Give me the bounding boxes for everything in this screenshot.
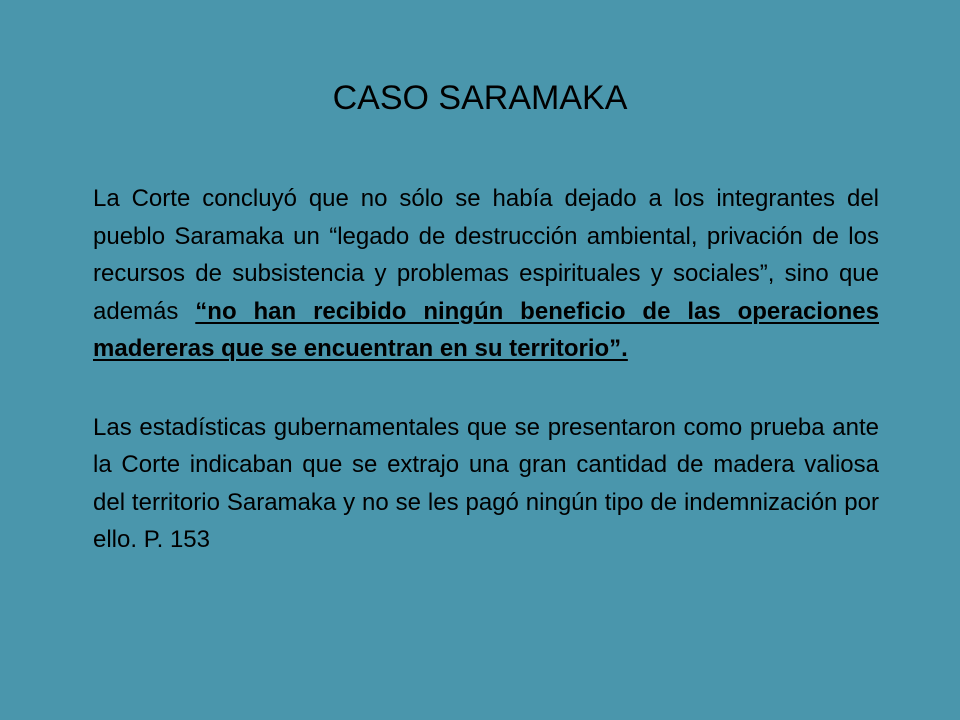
paragraph-court-conclusion-text: La Corte concluyó que no sólo se había dejado a los integrantes del pueblo Saramaka un “legado de destrucción ambiental, privación de los recursos de subsistencia y problemas espirituales y sociales”, sino que además: [93, 185, 879, 325]
paragraph-government-statistics: Las estadísticas gubernamentales que se presentaron como prueba ante la Corte indicaban que se extrajo una gran cantidad de madera valiosa del territorio Saramaka y no se les pagó ningún tipo de indemnización por ello. P. 153: [93, 413, 879, 553]
emphasized-quote: “no han recibido ningún beneficio de las operaciones madereras que se encuentran en su territorio”.: [93, 297, 879, 362]
paragraph-court-conclusion: [93, 180, 879, 368]
slide-body: [93, 180, 879, 559]
slide-title: CASO SARAMAKA: [332, 79, 628, 117]
